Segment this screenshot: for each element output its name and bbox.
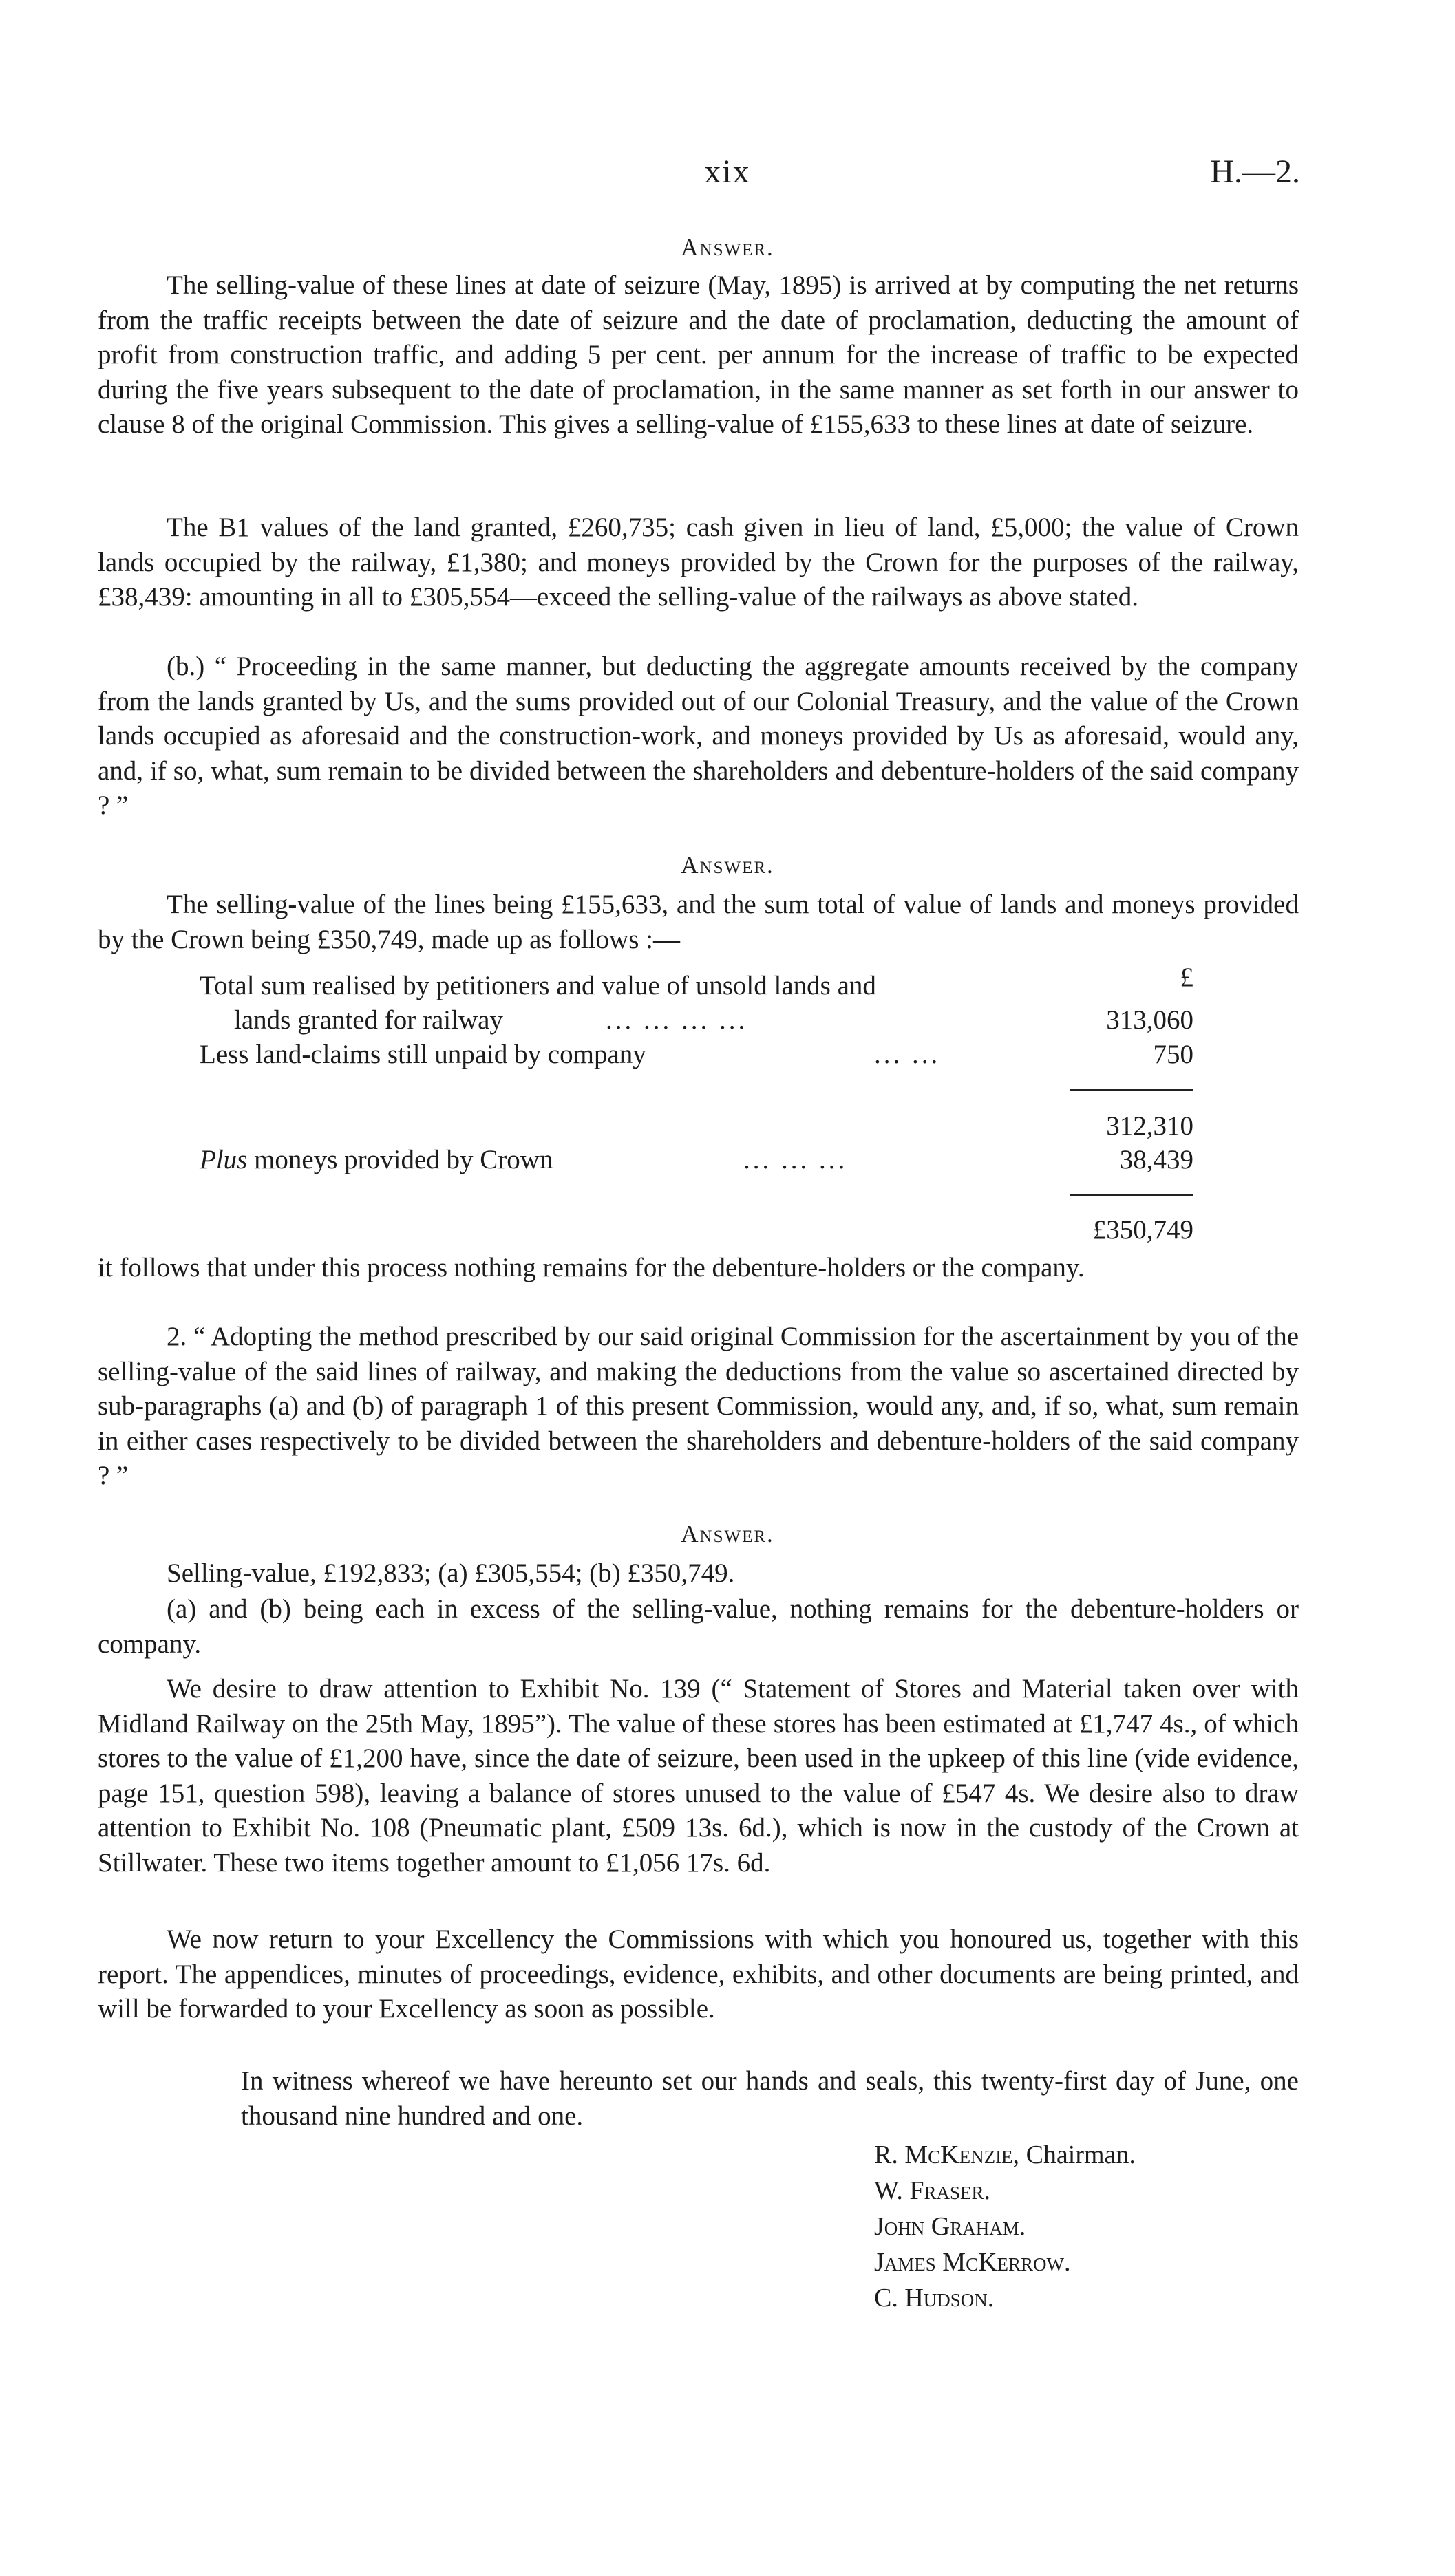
row-plus-moneys-value: 38,439 xyxy=(1119,1145,1193,1174)
paragraph-answer-b: The selling-value of the lines being £155,633, and the sum total of value of lands and moneys provided by the Crown being £350,749, made up as follows :— xyxy=(98,890,1299,954)
signatory xyxy=(874,2176,990,2206)
total-rule xyxy=(1070,1194,1193,1196)
row-total-sum-line1: Total sum realised by petitioners and value of unsold lands and xyxy=(200,971,876,1000)
signatory-name: John Graham. xyxy=(874,2212,1026,2241)
row-less-claims-label: Less land-claims still unpaid by company xyxy=(200,1040,646,1069)
row-less-claims-leaders: ... ... xyxy=(874,1040,941,1069)
row-total-sum-leaders: ... ... ... ... xyxy=(606,1005,748,1035)
signatory xyxy=(874,2247,1071,2277)
paragraph-selling-value: The selling-value of these lines at date of seizure (May, 1895) is arrived at by computing the net returns from the traffic receipts between the date of seizure and the date of proclamation, deducting the amount of profit from construction traffic, and adding 5 per cent. per annum for the increase of traffic to be expected during the five years subsequent to the date of proclamation, in the same manner as set forth in our answer to clause 8 of the original Commission. This gives a selling-value of £155,633 to these lines at date of seizure. xyxy=(98,270,1299,439)
answer-heading-1: Answer. xyxy=(681,234,774,261)
signatory xyxy=(874,2211,1026,2242)
answer-heading-2: Answer. xyxy=(681,852,774,879)
paragraph-excess: (a) and (b) being each in excess of the selling-value, nothing remains for the debenture-holders or company. xyxy=(98,1594,1299,1659)
row-plus-moneys-label xyxy=(200,1144,553,1175)
paragraph-conclusion-b: it follows that under this process nothing remains for the debenture-holders or the company. xyxy=(98,1253,1085,1282)
page-folio: xix xyxy=(704,153,751,190)
signatory-name: W. Fraser. xyxy=(874,2176,991,2205)
plus-word: Plus xyxy=(200,1145,248,1174)
row-total-sum-line2: lands granted for railway xyxy=(234,1005,503,1035)
currency-header: £ xyxy=(1180,963,1193,992)
witness-clause: In witness whereof we have hereunto set our hands and seals, this twenty-first day of June, one thousand nine hundred and one. xyxy=(241,2066,1299,2131)
answer-heading-3: Answer. xyxy=(681,1521,774,1547)
subtotal-value: 312,310 xyxy=(1106,1111,1193,1141)
row-plus-moneys-leaders: ... ... ... xyxy=(743,1145,848,1174)
paragraph-land-values: The B1 values of the land granted, £260,735; cash given in lieu of land, £5,000; the value of Crown lands occupied by the railway, £1,380; and moneys provided by the Crown for the purposes of the railway, £38,439: amounting in all to £305,554—exceed the selling-value of the railways as above stated. xyxy=(98,513,1299,612)
paragraph-return: We now return to your Excellency the Commissions with which you honoured us, together with this report. The appendices, minutes of proceedings, evidence, exhibits, and other documents are being printed, and will be forwarded to your Excellency as soon as possible. xyxy=(98,1924,1299,2024)
row-total-sum-value: 313,060 xyxy=(1106,1005,1193,1035)
paragraph-question-2: 2. “ Adopting the method prescribed by our said original Commission for the ascertainment by you of the selling-value of the said lines of railway, and making the deductions from the value so ascertained directed by sub-paragraphs (a) and (b) of paragraph 1 of this present Commission, would any, and, if so, what, sum remain in either cases respectively to be divided between the shareholders and debenture-holders of the said company ? ” xyxy=(98,1322,1299,1490)
plus-moneys-text: moneys provided by Crown xyxy=(247,1145,553,1174)
signatory xyxy=(874,2283,994,2313)
document-reference: H.—2. xyxy=(1210,153,1300,190)
paragraph-stores: We desire to draw attention to Exhibit No. 139 (“ Statement of Stores and Material taken over with Midland Railway on the 25th May, 1895”). The value of these stores has been estimated at £1,747 4s., of which stores to the value of £1,200 have, since the date of seizure, been used in the upkeep of this line (vide evidence, page 151, question 598), leaving a balance of stores unused to the value of £547 4s. We desire also to draw attention to Exhibit No. 108 (Pneumatic plant, £509 13s. 6d.), which is now in the custody of the Crown at Stillwater. These two items together amount to £1,056 17s. 6d. xyxy=(98,1674,1299,1878)
total-value: £350,749 xyxy=(1092,1215,1193,1245)
signatory-role: Chairman. xyxy=(1019,2140,1136,2169)
paragraph-question-b: (b.) “ Proceeding in the same manner, but deducting the aggregate amounts received by the company from the lands granted by Us, and the sums provided out of our Colonial Treasury, and the value of the Crown lands occupied as aforesaid and the construction-work, and moneys provided by Us as aforesaid, would any, and, if so, what, sum remain to be divided between the shareholders and debenture-holders of the said company ? ” xyxy=(98,652,1299,820)
paragraph-answer-2: Selling-value, £192,833; (a) £305,554; (b) £350,749. xyxy=(167,1558,735,1588)
signatory xyxy=(874,2140,1136,2170)
subtotal-rule xyxy=(1070,1089,1193,1091)
signatory-name: R. McKenzie, xyxy=(874,2140,1020,2169)
signatory-name: C. Hudson. xyxy=(874,2284,995,2312)
signatory-name: James McKerrow. xyxy=(874,2248,1071,2277)
row-less-claims-value: 750 xyxy=(1153,1040,1193,1069)
